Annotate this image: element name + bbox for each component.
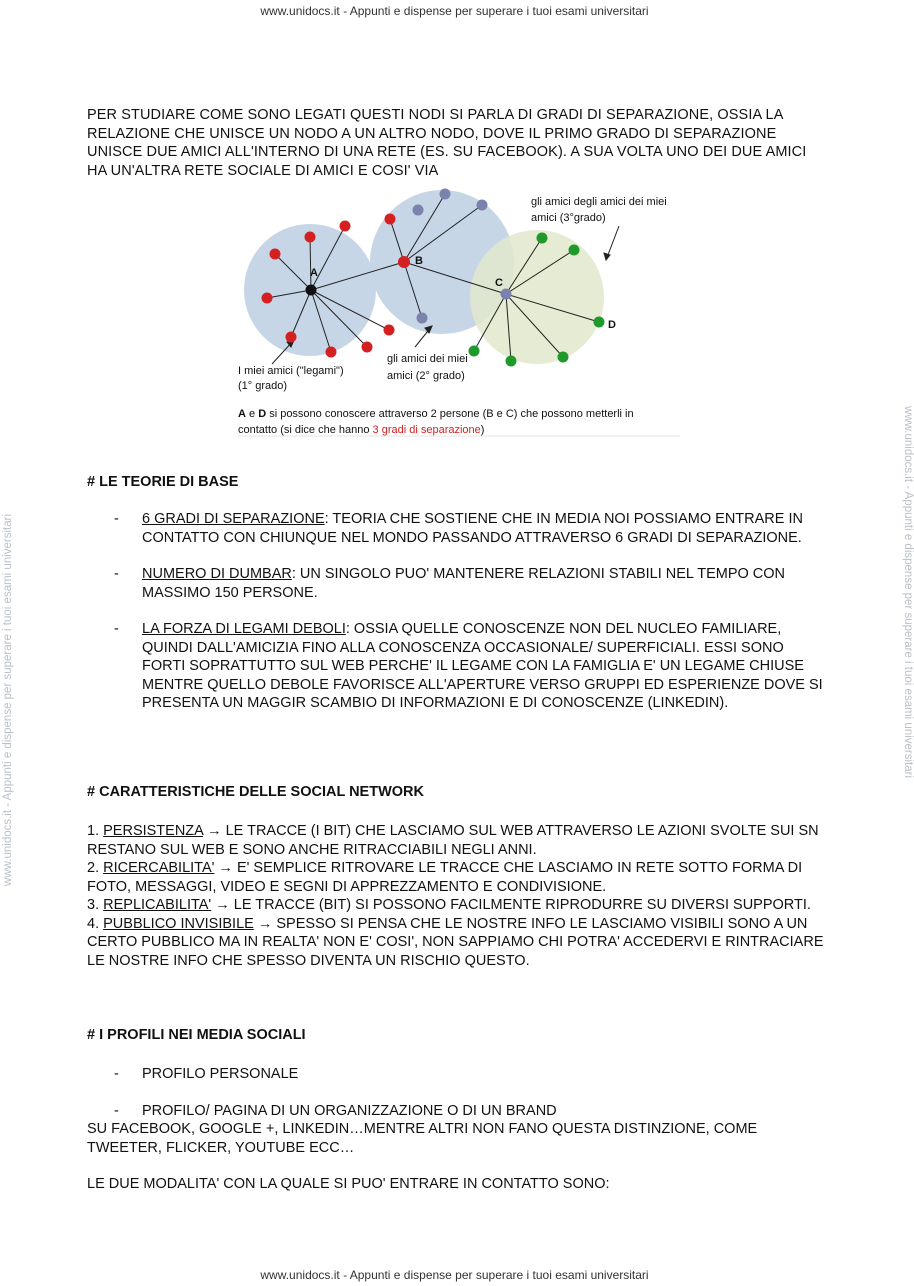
item-text: → LE TRACCE (I BIT) CHE LASCIAMO SUL WEB ATTRAVERSO LE AZIONI SVOLTE SUI SN RESTANO SUL WEB E SONO ANCHE RITRACCIABILI NEGLI ANNI. — [87, 823, 819, 858]
figure-note-line1: A e D si possono conoscere attraverso 2 persone (B e C) che possono metterli in — [238, 408, 634, 420]
label-d: D — [608, 319, 616, 331]
section-heading-teorie: # LE TEORIE DI BASE — [87, 474, 239, 490]
item-text: → E' SEMPLICE RITROVARE LE TRACCE CHE LASCIAMO IN RETE SOTTO FORMA DI FOTO, MESSAGGI, VIDEO E SEGNI DI APPREZZAMENTO E CONDIVISIONE. — [87, 860, 803, 895]
network-diagram — [232, 182, 692, 442]
caption-first-degree-line2: (1° grado) — [238, 380, 288, 392]
page-header-watermark: www.unidocs.it - Appunti e dispense per superare i tuoi esami universitari — [260, 4, 649, 18]
caption-second-degree-line2: amici (2° grado) — [387, 370, 465, 382]
list-dash: - — [114, 1102, 119, 1119]
list-item: 3. REPLICABILITA' → LE TRACCE (BIT) SI POSSONO FACILMENTE RIPRODURRE SU DIVERSI SUPPORTI. — [87, 897, 811, 913]
item-text: → LE TRACCE (BIT) SI POSSONO FACILMENTE RIPRODURRE SU DIVERSI SUPPORTI. — [211, 897, 811, 913]
term: PUBBLICO INVISIBILE — [103, 915, 254, 932]
list-dash: - — [114, 511, 119, 527]
node-a — [306, 285, 317, 296]
profili-paragraph-block — [87, 1120, 827, 1194]
list-item: 1. PERSISTENZA → LE TRACCE (I BIT) CHE LASCIAMO SUL WEB ATTRAVERSO LE AZIONI SVOLTE SUI SN RESTANO SUL WEB E SONO ANCHE RITRACCIABILI NEGLI ANNI. — [87, 823, 819, 858]
side-watermark-right: www.unidocs.it - Appunti e dispense per superare i tuoi esami universitari — [902, 406, 914, 779]
list-item: 4. PUBBLICO INVISIBILE → SPESSO SI PENSA CHE LE NOSTRE INFO LE LASCIAMO VISIBILI SONO A UN CERTO PUBBLICO MA IN REALTA' NON E' COSI', NON SAPPIAMO CHI POTRA' ACCEDERVI E RINTRACIARE LE NOSTRE INFO CHE SPESSO DIVENTA UN RISCHIO QUESTO. — [87, 915, 824, 969]
term: REPLICABILITA' — [103, 897, 212, 913]
item-text: PROFILO PERSONALE — [142, 1066, 299, 1082]
label-c: C — [495, 277, 503, 289]
page-footer-watermark: www.unidocs.it - Appunti e dispense per superare i tuoi esami universitari — [260, 1268, 649, 1282]
list-item — [87, 510, 827, 547]
term: 6 GRADI DI SEPARAZIONE — [142, 511, 325, 527]
figure-note-line2: contatto (si dice che hanno 3 gradi di separazione) — [238, 424, 485, 436]
term: LA FORZA DI LEGAMI DEBOLI — [142, 621, 346, 637]
caption-second-degree-line1: gli amici dei miei — [387, 353, 468, 365]
separation-degrees-figure — [232, 182, 692, 442]
list-item — [87, 620, 827, 713]
teorie-list — [87, 510, 827, 713]
label-a: A — [310, 267, 318, 279]
item-text: : UN SINGOLO PUO' MANTENERE RELAZIONI STABILI NEL TEMPO CON MASSIMO 150 PERSONE. — [142, 566, 786, 601]
side-watermark-left: www.unidocs.it - Appunti e dispense per superare i tuoi esami universitari — [2, 513, 14, 886]
section-heading-caratteristiche: # CARATTERISTICHE DELLE SOCIAL NETWORK — [87, 784, 424, 800]
profili-list — [87, 1065, 827, 1120]
term: PERSISTENZA — [103, 823, 204, 839]
intro-paragraph: PER STUDIARE COME SONO LEGATI QUESTI NODI SI PARLA DI GRADI DI SEPARAZIONE, OSSIA LA RELAZIONE CHE UNISCE UN NODO A UN ALTRO NODO, DOVE IL PRIMO GRADO DI SEPARAZIONE UNISCE DUE AMICI ALL'INTERNO DI UNA RETE (ES. SU FACEBOOK). A SUA VOLTA UNO DEI DUE AMICI HA UN'ALTRA RETE SOCIALE DI AMICI E COSI' VIA — [87, 107, 807, 179]
list-dash: - — [114, 1066, 119, 1082]
label-b: B — [415, 255, 423, 267]
third-degree-circle — [470, 230, 604, 364]
item-text: PROFILO/ PAGINA DI UN ORGANIZZAZIONE O DI UN BRAND — [142, 1102, 557, 1119]
item-text: → SPESSO SI PENSA CHE LE NOSTRE INFO LE LASCIAMO VISIBILI SONO A UN CERTO PUBBLICO MA IN REALTA' NON E' COSI', NON SAPPIAMO CHI POTRA' ACCEDERVI E RINTRACIARE LE NOSTRE INFO CHE SPESSO DIVENTA UN RISCHIO QUESTO. — [87, 915, 824, 969]
list-dash: - — [114, 566, 119, 582]
item-text: : TEORIA CHE SOSTIENE CHE IN MEDIA NOI POSSIAMO ENTRARE IN CONTATTO CON CHIUNQUE NEL MONDO PASSANDO ATTRAVERSO 6 GRADI DI SEPARAZIONE. — [142, 511, 803, 546]
list-dash: - — [114, 621, 119, 637]
term: RICERCABILITA' — [103, 860, 215, 876]
term: NUMERO DI DUMBAR — [142, 566, 292, 582]
caratteristiche-list — [87, 822, 827, 970]
caption-third-degree-line1: gli amici degli amici dei miei — [531, 196, 667, 208]
caption-first-degree-line1: I miei amici ("legami") — [238, 365, 344, 377]
list-item — [87, 565, 827, 602]
list-item — [87, 1065, 827, 1084]
section-heading-profili: # I PROFILI NEI MEDIA SOCIALI — [87, 1027, 306, 1043]
list-item: 2. RICERCABILITA' → E' SEMPLICE RITROVARE LE TRACCE CHE LASCIAMO IN RETE SOTTO FORMA DI FOTO, MESSAGGI, VIDEO E SEGNI DI APPREZZAMENTO E CONDIVISIONE. — [87, 860, 803, 895]
profili-paragraph: SU FACEBOOK, GOOGLE +, LINKEDIN…MENTRE ALTRI NON FANO QUESTA DISTINZIONE, COME TWEETER, FLICKER, YOUTUBE ECC… — [87, 1121, 758, 1156]
intro-paragraph-block — [87, 106, 827, 180]
item-text: : OSSIA QUELLE CONOSCENZE NON DEL NUCLEO FAMILIARE, QUINDI DALL'AMICIZIA FINO ALLA CONOSCENZA OCCASIONALE/ SUPERFICIALI. ESSI SONO FORTI SOPRATTUTTO SUL WEB PERCHE' IL LEGAME CON LA FAMIGLIA E' UN LEGAME CHIUSE MENTRE QUELLO DEBOLE FAVORISCE ALL'APERTURE VERSO GRUPPI ED ESPERIENZE DOVE SI PRESENTA UN MAGGIR SCAMBIO DI INFORMAZIONI E DI CONOSCENZE (LINKEDIN). — [142, 621, 823, 711]
caption-third-degree-line2: amici (3°grado) — [531, 212, 606, 224]
list-item — [87, 1102, 827, 1121]
closing-paragraph: LE DUE MODALITA' CON LA QUALE SI PUO' ENTRARE IN CONTATTO SONO: — [87, 1176, 610, 1192]
